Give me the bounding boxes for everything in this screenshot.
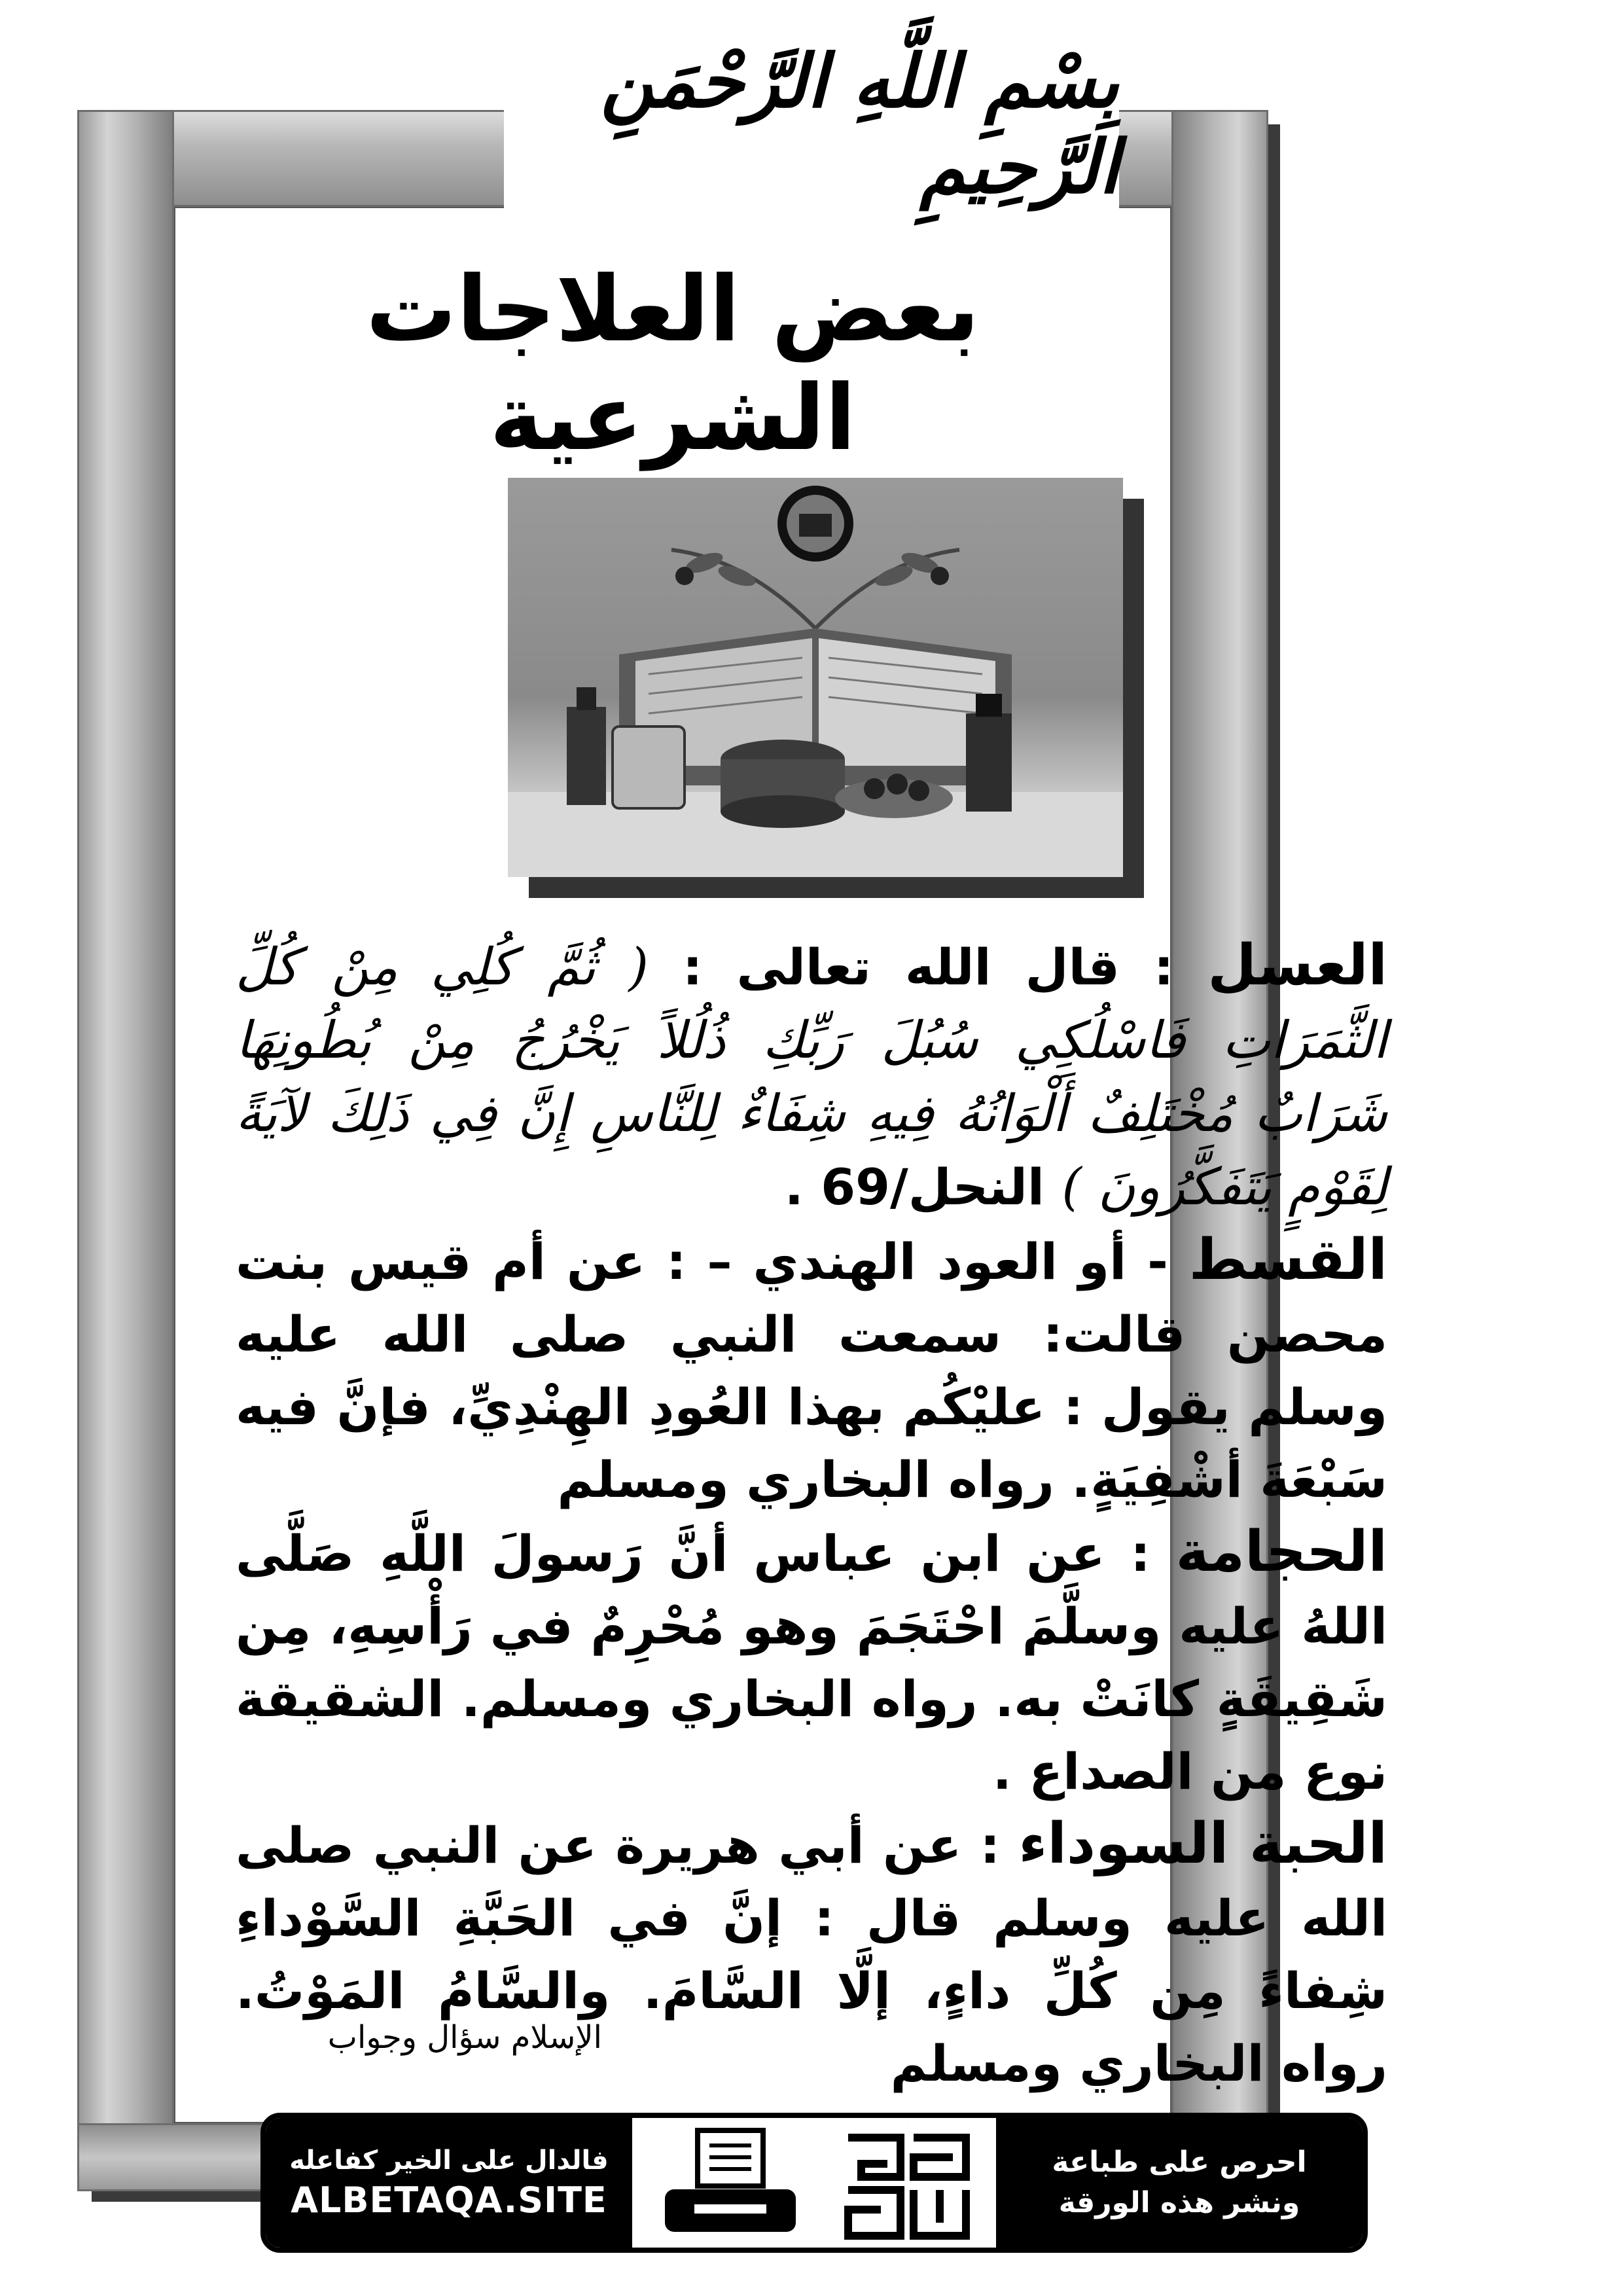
printer-icon xyxy=(658,2127,802,2238)
section-intro: : قال الله تعالى : xyxy=(648,938,1208,996)
frame-left xyxy=(77,110,174,2191)
verse-reference: النحل/69 . xyxy=(784,1158,1062,1216)
section-keyword: الحجامة xyxy=(1175,1519,1387,1585)
footer-slogan: فالدال على الخير كفاعله xyxy=(289,2145,609,2176)
quran-remedies-illustration xyxy=(508,478,1123,877)
section-intro: : عن أبي هريرة عن النبي صلى الله عليه وسلم قال : إنَّ في الحَبَّةِ السَّوْداءِ شِفاءً مِن كُلِّ داءٍ، إلَّا السَّامَ. والسَّامُ المَوْتُ. رواه البخاري ومسلم xyxy=(236,1816,1387,2092)
footer-site-link[interactable]: ALBETAQA.SITE xyxy=(291,2179,607,2221)
footer-left-panel xyxy=(266,2118,632,2248)
section-black-seed xyxy=(236,1808,1387,2100)
section-honey xyxy=(236,929,1387,1224)
section-keyword: الحبة السوداء xyxy=(1018,1811,1387,1876)
remedies-photo xyxy=(508,478,1123,877)
section-intro: - أو العود الهندي – : عن أم قيس بنت محصن قالت: سمعت النبي صلى الله عليه وسلم يقول : عليْكُم بهذا العُودِ الهِنْدِيِّ، فإنَّ فيه سَبْعَةَ أشْفِيَةٍ. رواه البخاري ومسلم xyxy=(236,1232,1387,1509)
footer-print-line1: احرص على طباعة xyxy=(1052,2145,1307,2179)
page-title: بعض العلاجات الشرعية xyxy=(366,257,980,471)
section-cupping xyxy=(236,1516,1387,1808)
basmala-cartouche xyxy=(504,39,1119,209)
basmala: بِسْمِ اللَّهِ الرَّحْمَنِ الرَّحِيمِ xyxy=(600,39,1119,210)
footer-print-line2: ونشر هذه الورقة xyxy=(1058,2186,1300,2219)
source-credit: الإسلام سؤال وجواب xyxy=(327,2019,602,2056)
section-keyword: القسط xyxy=(1188,1227,1387,1293)
section-keyword: العسل xyxy=(1207,933,1388,998)
quran-verse: ( ثُمَّ كُلِي مِنْ كُلِّ الثَّمَرَاتِ فَاسْلُكِي سُبُلَ رَبِّكِ ذُلُلاً يَخْرُجُ مِنْ بُطُونِهَا شَرَابٌ مُخْتَلِفٌ أَلْوَانُهُ فِيهِ شِفَاءٌ لِلنَّاسِ إِنَّ فِي ذَلِكَ لآيَةً لِقَوْمٍ يَتَفَكَّرُونَ ) xyxy=(236,938,1387,1217)
dawah-logo-icon xyxy=(842,2125,972,2242)
footer-box xyxy=(260,2113,1368,2253)
article-body xyxy=(236,929,1387,2100)
section-costus xyxy=(236,1224,1387,1516)
section-intro: : عن ابن عباس أنَّ رَسولَ اللَّهِ صَلَّى اللهُ عليه وسلَّمَ احْتَجَمَ وهو مُحْرِمٌ في رَأْسِهِ، مِن شَقِيقَةٍ كانَتْ به. رواه البخاري ومسلم. الشقيقة نوع من الصداع . xyxy=(236,1524,1387,1801)
footer-right-panel xyxy=(996,2118,1363,2248)
